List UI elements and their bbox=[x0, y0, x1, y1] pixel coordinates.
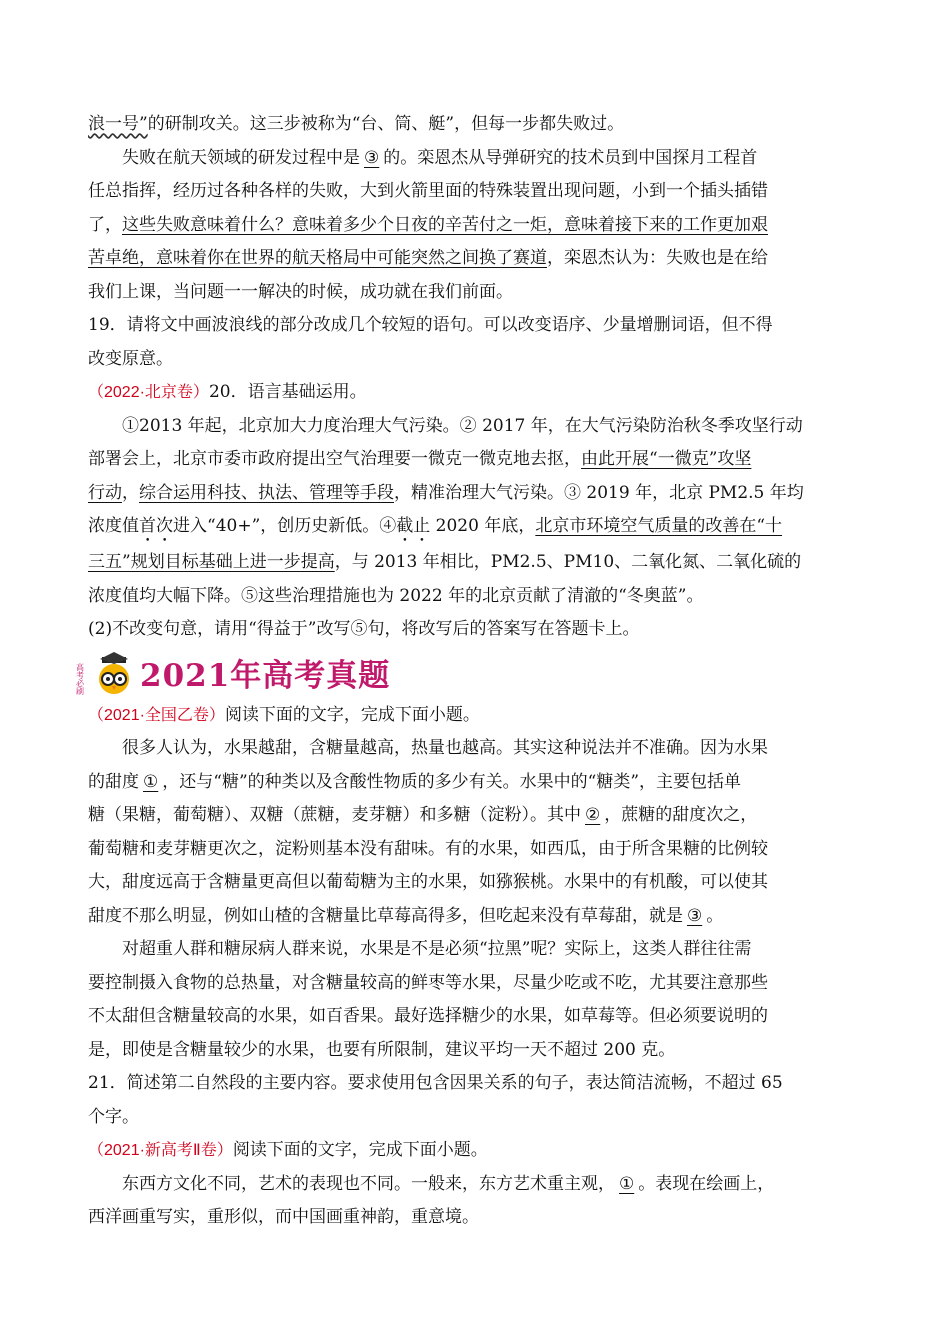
section-title: 2021年高考真题 bbox=[140, 658, 391, 694]
paragraph-line: 大，甜度远高于含糖量更高但以葡萄糖为主的水果，如猕猴桃。水果中的有机酸，可以使其 bbox=[88, 872, 768, 892]
paragraph-line: 浓度值均大幅下降。⑤这些治理措施也为 2022 年的北京贡献了清澈的“冬奥蓝”。 bbox=[88, 585, 704, 606]
source-label: （2021·新高考Ⅱ卷） bbox=[88, 1142, 233, 1159]
paragraph-line: 失败在航天领域的研发过程中是 ③ 的。栾恩杰从导弹研究的技术员到中国探月工程首 bbox=[122, 147, 758, 168]
paragraph-line: 很多人认为，水果越甜，含糖量越高，热量也越高。其实这种说法并不准确。因为水果 bbox=[122, 738, 768, 758]
paragraph-line: 的甜度 ① ，还与“糖”的种类以及含酸性物质的多少有关。水果中的“糖类”，主要包括单 bbox=[88, 771, 742, 792]
paragraph-line: 葡萄糖和麦芽糖更次之，淀粉则基本没有甜味。有的水果，如西瓜，由于所含果糖的比例较 bbox=[88, 838, 768, 859]
underlined-text: 三五”规划目标基础上进一步提高 bbox=[88, 552, 335, 572]
question-20-header: （2022·北京卷）20．语言基础运用。 bbox=[88, 382, 367, 402]
paragraph-line: 要控制摄入食物的总热量，对含糖量较高的鲜枣等水果，尽量少吃或不吃，尤其要注意那些 bbox=[88, 972, 768, 993]
dotted-text: 截止 bbox=[396, 516, 431, 536]
blank-1: ① bbox=[619, 1173, 635, 1194]
paragraph-line: 浓度值首次进入“40+”，创历史新低。④截止 2020 年底，北京市环境空气质量的改善在“十 bbox=[88, 516, 783, 536]
paragraph-line: 三五”规划目标基础上进一步提高，与 2013 年相比，PM2.5、PM10、二氧化氮、二氧化硫的 bbox=[88, 552, 802, 572]
paragraph-line: 对超重人群和糖尿病人群来说，水果是不是必须“拉黑”呢？实际上，这类人群往往需 bbox=[122, 939, 752, 959]
question-20-sub: (2)不改变句意，请用“得益于”改写⑤句，将改写后的答案写在答题卡上。 bbox=[88, 619, 640, 639]
blank-3: ③ bbox=[687, 905, 703, 926]
source-label: （2021·全国乙卷） bbox=[88, 706, 225, 724]
paragraph-line: 苦卓绝，意味着你在世界的航天格局中可能突然之间换了赛道，栾恩杰认为：失败也是在给 bbox=[88, 248, 768, 268]
underlined-text: 北京市环境空气质量的改善在“十 bbox=[535, 516, 783, 536]
paragraph-line: 不太甜但含糖量较高的水果，如百香果。最好选择糖少的水果，如草莓等。但必须要说明的 bbox=[88, 1006, 768, 1026]
paragraph-line: 糖（果糖，葡萄糖）、双糖（蔗糖，麦芽糖）和多糖（淀粉）。其中 ② ，蔗糖的甜度次之， bbox=[88, 805, 758, 825]
blank-2: ② bbox=[585, 805, 601, 825]
question-22-header: （2021·新高考Ⅱ卷）阅读下面的文字，完成下面小题。 bbox=[88, 1140, 488, 1160]
underlined-text: 这些失败意味着什么？意味着多少个日夜的辛苦付之一炬，意味着接下来的工作更加艰 bbox=[122, 214, 768, 235]
paragraph-line: 我们上课，当问题一一解决的时候，成功就在我们前面。 bbox=[88, 281, 513, 302]
wavy-underlined-text: 浪一号” bbox=[88, 114, 148, 134]
paragraph-line: 行动，综合运用科技、执法、管理等手段，精准治理大气污染。③ 2019 年，北京 PM2.5 年均 bbox=[88, 482, 804, 503]
paragraph-line: 部署会上，北京市委市政府提出空气治理要一微克一微克地去抠，由此开展“一微克”攻坚 bbox=[88, 449, 752, 469]
underlined-text: 由此开展“一微克”攻坚 bbox=[581, 449, 752, 469]
paragraph-line: 西洋画重写实，重形似，而中国画重神韵，重意境。 bbox=[88, 1207, 479, 1227]
paragraph-line: 东西方文化不同，艺术的表现也不同。一般来，东方艺术重主观， ① 。表现在绘画上， bbox=[122, 1173, 775, 1194]
question-19: 19．请将文中画波浪线的部分改成几个较短的语句。可以改变语序、少量增删词语，但不得 bbox=[88, 315, 773, 335]
section-heading bbox=[75, 647, 858, 699]
blank-1: ① bbox=[143, 771, 159, 792]
blank-3: ③ bbox=[364, 147, 380, 168]
question-21: 21．简述第二自然段的主要内容。要求使用包含因果关系的句子，表达简洁流畅，不超过 65 bbox=[88, 1073, 783, 1093]
underlined-text: 行动 bbox=[88, 482, 122, 503]
underlined-text: 综合运用科技、执法、管理等手段 bbox=[139, 482, 394, 503]
question-19-cont: 改变原意。 bbox=[88, 348, 173, 369]
source-label: （2022·北京卷） bbox=[88, 384, 209, 401]
paragraph-line: 浪一号”的研制攻关。这三步被称为“台、筒、艇”，但每一步都失败过。 bbox=[88, 114, 625, 134]
paragraph-line: 任总指挥，经历过各种各样的失败，大到火箭里面的特殊装置出现问题，小到一个插头插错 bbox=[88, 181, 768, 201]
paragraph-line: 是，即使是含糖量较少的水果，也要有所限制，建议平均一天不超过 200 克。 bbox=[88, 1039, 676, 1060]
owl-badge-icon bbox=[75, 649, 136, 697]
document-page bbox=[75, 108, 858, 1235]
paragraph-line: 了，这些失败意味着什么？意味着多少个日夜的辛苦付之一炬，意味着接下来的工作更加艰 bbox=[88, 214, 768, 235]
question-21-header: （2021·全国乙卷）阅读下面的文字，完成下面小题。 bbox=[88, 704, 480, 725]
paragraph-line: ①2013 年起，北京加大力度治理大气污染。② 2017 年，在大气污染防治秋冬季攻坚行动 bbox=[122, 415, 803, 436]
svg-text:高考必刷: 高考必刷 bbox=[75, 662, 85, 695]
underlined-text: 苦卓绝，意味着你在世界的航天格局中可能突然之间换了赛道 bbox=[88, 248, 547, 268]
question-21-cont: 个字。 bbox=[88, 1106, 139, 1127]
paragraph-line: 甜度不那么明显，例如山楂的含糖量比草莓高得多，但吃起来没有草莓甜，就是 ③ 。 bbox=[88, 905, 724, 926]
dotted-text: 首次 bbox=[139, 516, 173, 536]
